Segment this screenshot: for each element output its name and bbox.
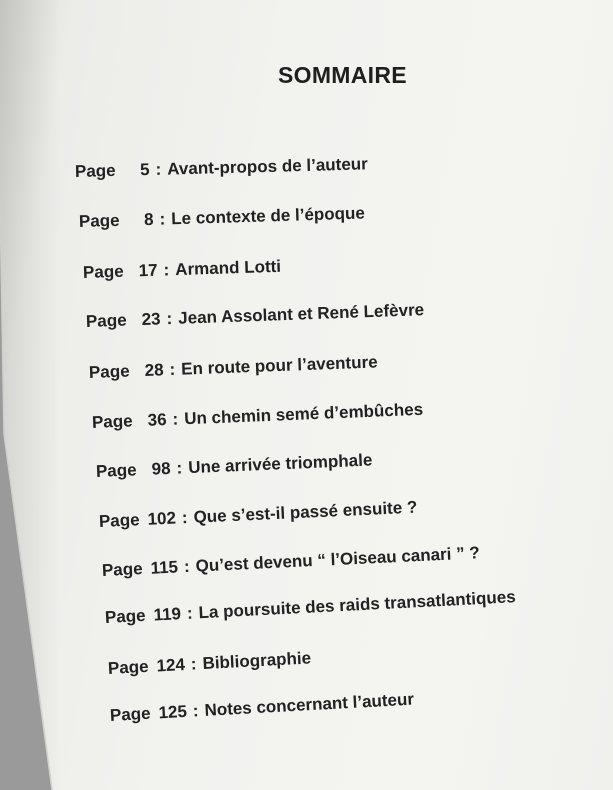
page-title: SOMMAIRE (278, 62, 407, 88)
toc-page-word: Page (107, 656, 150, 678)
toc-page-number: 23 (141, 309, 161, 330)
toc-page-number: 124 (156, 654, 186, 676)
toc-page-number: 98 (151, 458, 171, 479)
toc-title: Armand Lotti (174, 256, 282, 280)
toc-page-word: Page (95, 460, 137, 481)
toc-page-word: Page (88, 361, 130, 382)
toc-title: Jean Assolant et René Lefèvre (177, 300, 425, 328)
toc-separator: : (169, 359, 176, 380)
toc-title: Avant-propos de l’auteur (167, 154, 369, 179)
toc-separator: : (192, 701, 200, 721)
toc-page-number: 119 (153, 604, 182, 625)
toc-separator: : (190, 654, 198, 674)
page-shadow (0, 0, 60, 790)
toc-page-word: Page (98, 510, 141, 531)
toc-separator: : (155, 159, 162, 179)
toc-page-number: 125 (158, 701, 188, 723)
toc-page-number: 28 (144, 360, 164, 380)
toc-title: Qu’est devenu “ l’Oiseau canari ” ? (195, 543, 481, 576)
toc-separator: : (186, 603, 194, 623)
toc-page-number: 5 (139, 160, 150, 180)
toc-page-word: Page (104, 605, 147, 627)
toc-page-word: Page (91, 411, 133, 432)
toc-title: Un chemin semé d’embûches (183, 399, 424, 429)
toc-page-word: Page (85, 310, 127, 331)
toc-separator: : (181, 507, 189, 528)
toc-title: Notes concernant l’auteur (204, 689, 415, 720)
toc-title: En route pour l’aventure (180, 352, 378, 379)
toc-page-number: 115 (150, 557, 179, 578)
toc-separator: : (159, 209, 166, 229)
toc-title: Le contexte de l’époque (170, 203, 366, 229)
toc-page-number: 102 (147, 508, 177, 529)
toc-page-word: Page (109, 703, 152, 725)
toc-page-number: 36 (147, 410, 167, 430)
toc-separator: : (166, 308, 173, 329)
toc-separator: : (183, 556, 191, 577)
toc-separator: : (176, 458, 183, 478)
toc-page-word: Page (78, 210, 120, 231)
toc-page-word: Page (101, 559, 144, 580)
toc-title: La poursuite des raids transatlantiques (198, 587, 517, 623)
toc-title: Bibliographie (202, 648, 312, 674)
toc-page-number: 8 (143, 209, 154, 230)
toc-title: Que s’est-il passé ensuite ? (193, 497, 418, 527)
toc-page-word: Page (82, 261, 124, 282)
toc-separator: : (163, 260, 170, 280)
toc-title: Une arrivée triomphale (187, 450, 373, 478)
toc-page-number: 17 (138, 260, 158, 281)
toc-page-word: Page (74, 160, 116, 181)
toc-separator: : (172, 409, 179, 429)
